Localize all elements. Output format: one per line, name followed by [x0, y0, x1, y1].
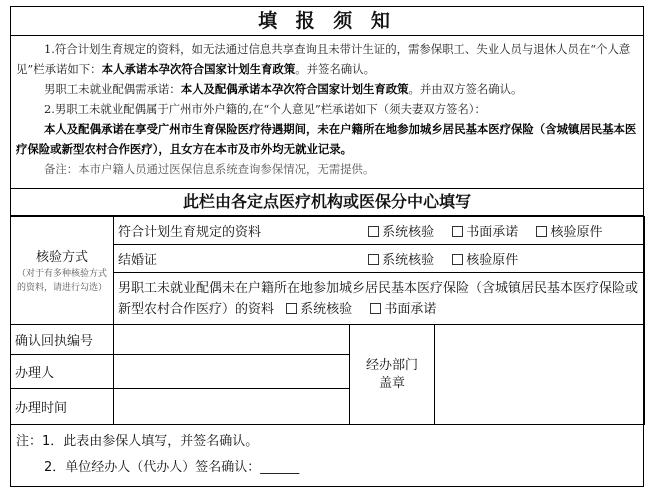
option-system-check[interactable]: 系统核验 — [368, 221, 434, 240]
checkbox-icon[interactable] — [370, 303, 381, 314]
verify-item: 符合计划生育规定的资料 — [118, 225, 262, 240]
note-2: 2．单位经办人（代办人）签名确认：______ — [44, 460, 300, 475]
handle-time-label: 办理时间 — [11, 389, 114, 425]
footer-notes — [10, 425, 644, 487]
stamp-area[interactable] — [435, 325, 645, 425]
receipt-no-label: 确认回执编号 — [11, 325, 114, 355]
verify-item: 结婚证 — [118, 253, 158, 268]
option-written-commitment[interactable]: 书面承诺 — [370, 299, 436, 320]
verify-row-1 — [11, 217, 645, 245]
option-original-check[interactable]: 核验原件 — [452, 249, 518, 268]
checkbox-icon[interactable] — [368, 254, 379, 265]
checkbox-icon[interactable] — [286, 303, 297, 314]
filling-instructions — [10, 36, 644, 188]
checkbox-icon[interactable] — [536, 226, 547, 237]
checkbox-icon[interactable] — [452, 254, 463, 265]
option-original-check[interactable]: 核验原件 — [536, 221, 602, 240]
checkbox-icon[interactable] — [452, 226, 463, 237]
option-written-commitment[interactable]: 书面承诺 — [452, 221, 518, 240]
checkbox-icon[interactable] — [368, 226, 379, 237]
verify-item: 男职工未就业配偶未在户籍所在地参加城乡居民基本医疗保险（含城镇居民基本医疗保险或新型农村合作医疗）的资料 — [118, 280, 639, 317]
instruction-2: 2.男职工未就业配偶属于广州市外户籍的,在“个人意见”栏承诺如下（须夫妻双方签名）： — [44, 102, 486, 116]
section-title: 此栏由各定点医疗机构或医保分中心填写 — [10, 188, 644, 216]
receipt-no-field[interactable] — [114, 325, 350, 355]
option-system-check[interactable]: 系统核验 — [286, 299, 352, 320]
instruction-2-commitment: 本人及配偶承诺在享受广州市生育保险医疗待遇期间，未在户籍所在地参加城乡居民基本医疗保险（含城镇居民基本医疗保险或新型农村合作医疗），且女方在本市及市外均无就业记录。 — [16, 122, 637, 156]
form-title: 填 报 须 知 — [10, 6, 644, 36]
note-1: 注：1．此表由参保人填写，并签名确认。 — [16, 434, 259, 449]
receipt-row — [11, 325, 645, 355]
instruction-1: 1.符合计划生育规定的资料，如无法通过信息共享查询且未带计生证的，需参保职工、失业人员与退休人员在“个人意见”栏承诺如下：本人承诺本孕次符合国家计划生育政策。并签名确认。 — [16, 42, 631, 76]
option-system-check[interactable]: 系统核验 — [368, 249, 434, 268]
verification-table — [10, 216, 645, 425]
instruction-note: 备注：本市户籍人员通过医保信息系统查询参保情况，无需提供。 — [44, 162, 375, 176]
instruction-1b: 男职工未就业配偶需承诺：本人及配偶承诺本孕次符合国家计划生育政策。并由双方签名确认。 — [44, 82, 523, 96]
stamp-label: 经办部门 盖章 — [350, 325, 435, 425]
handler-label: 办理人 — [11, 355, 114, 389]
verify-method-label: 核验方式 （对于有多种核验方式的资料，请进行勾选） — [11, 217, 114, 325]
handle-time-field[interactable] — [114, 389, 350, 425]
handler-field[interactable] — [114, 355, 350, 389]
